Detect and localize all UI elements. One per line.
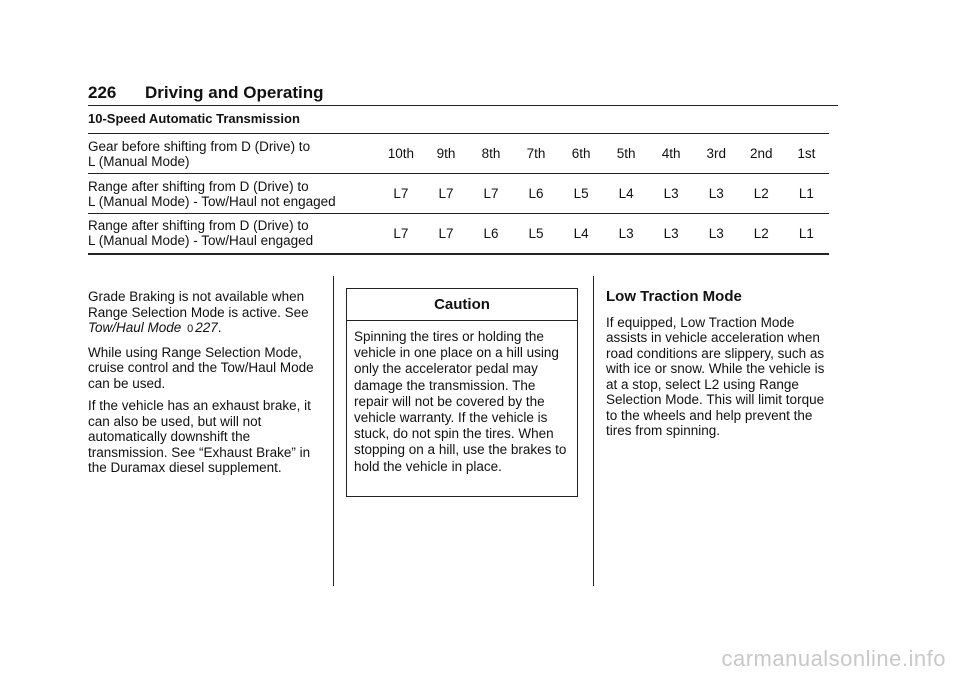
- table-cell: L5: [528, 225, 544, 241]
- table-cell: L4: [618, 186, 634, 201]
- table-cell: L1: [798, 186, 814, 201]
- table-title: 10-Speed Automatic Transmission: [88, 111, 300, 126]
- watermark: carmanualsonline.info: [721, 646, 946, 671]
- caution-title: Caution: [347, 289, 577, 321]
- column-divider: [333, 276, 334, 586]
- table-cell: 9th: [436, 146, 456, 161]
- page-reference[interactable]: 227: [195, 320, 218, 335]
- left-column: [88, 289, 320, 483]
- table-cell: L6: [483, 225, 499, 241]
- table-cell: 2nd: [750, 146, 773, 161]
- range-selection-paragraph: While using Range Selection Mode, cruise control and the Tow/Haul Mode can be used.: [88, 344, 314, 391]
- table-cell: L7: [438, 186, 454, 201]
- table-cell: L3: [618, 225, 634, 241]
- row-label: [88, 134, 378, 174]
- low-traction-paragraph: If equipped, Low Traction Mode assists in vehicle acceleration when road conditions are slippery, such as with ice or snow. While the vehicle is at a stop, select L2 using Range Selection Mode. This will limit torque to the wheels and help prevent the tires from spinning.: [606, 314, 825, 438]
- table-cell: L1: [798, 225, 814, 241]
- gear-range-table: [88, 133, 829, 255]
- page-number: 226: [88, 83, 117, 102]
- row-label-line: L (Manual Mode) - Tow/Haul not engaged: [88, 193, 336, 209]
- row-label: [88, 214, 378, 254]
- table-cell: 10th: [387, 146, 415, 161]
- low-traction-heading: Low Traction Mode: [606, 288, 742, 305]
- row-label-line: Range after shifting from D (Drive) to: [88, 178, 309, 194]
- caution-body: Spinning the tires or holding the vehicle in one place on a hill using only the accelerator pedal may damage the transmission. The repair will not be covered by the vehicle warranty. If the vehicle is stuck, do not spin the tires. When stopping on a hill, use the brakes to hold the vehicle in place.: [354, 329, 567, 474]
- table-cell: L4: [573, 225, 589, 241]
- table-row: [88, 174, 829, 214]
- page-header: [88, 83, 838, 106]
- grade-braking-paragraph: Grade Braking is not available when Range Selection Mode is active. See Tow/Haul Mode 0 227.: [88, 289, 309, 335]
- table-cell: 5th: [616, 146, 636, 161]
- table-cell: L5: [573, 186, 589, 201]
- table-cell: 4th: [661, 146, 681, 161]
- page-reference-icon: 0: [187, 323, 194, 335]
- table-cell: L3: [708, 186, 724, 201]
- table-cell: L7: [393, 186, 409, 201]
- row-label-line: Range after shifting from D (Drive) to: [88, 218, 309, 234]
- row-label-line: L (Manual Mode) - Tow/Haul engaged: [88, 233, 314, 249]
- table-cell: 6th: [571, 146, 591, 161]
- tow-haul-link[interactable]: Tow/Haul Mode: [88, 320, 182, 335]
- table-cell: 3rd: [706, 146, 726, 161]
- right-column: [606, 289, 838, 439]
- table-cell: L7: [438, 225, 454, 241]
- table-cell: 7th: [526, 146, 546, 161]
- table-row: [88, 214, 829, 254]
- table-cell: L7: [393, 225, 409, 241]
- table-cell: L7: [483, 186, 499, 201]
- table-cell: L3: [708, 225, 724, 241]
- row-label: [88, 174, 378, 214]
- table-cell: 1st: [797, 146, 816, 161]
- section-title: Driving and Operating: [145, 83, 324, 102]
- caution-box: [346, 288, 578, 497]
- table-cell: L2: [753, 225, 769, 241]
- row-label-line: Gear before shifting from D (Drive) to: [88, 138, 311, 154]
- table-cell: L2: [753, 186, 769, 201]
- row-label-line: L (Manual Mode): [88, 153, 190, 169]
- table-cell: 8th: [481, 146, 501, 161]
- table-cell: L3: [663, 225, 679, 241]
- exhaust-brake-paragraph: If the vehicle has an exhaust brake, it can also be used, but will not automatically downshift the transmission. See “Exhaust Brake” in the Duramax diesel supplement.: [88, 398, 311, 475]
- column-divider: [593, 276, 594, 586]
- table-row: [88, 134, 829, 174]
- table-cell: L6: [528, 186, 544, 201]
- table-cell: L3: [663, 186, 679, 201]
